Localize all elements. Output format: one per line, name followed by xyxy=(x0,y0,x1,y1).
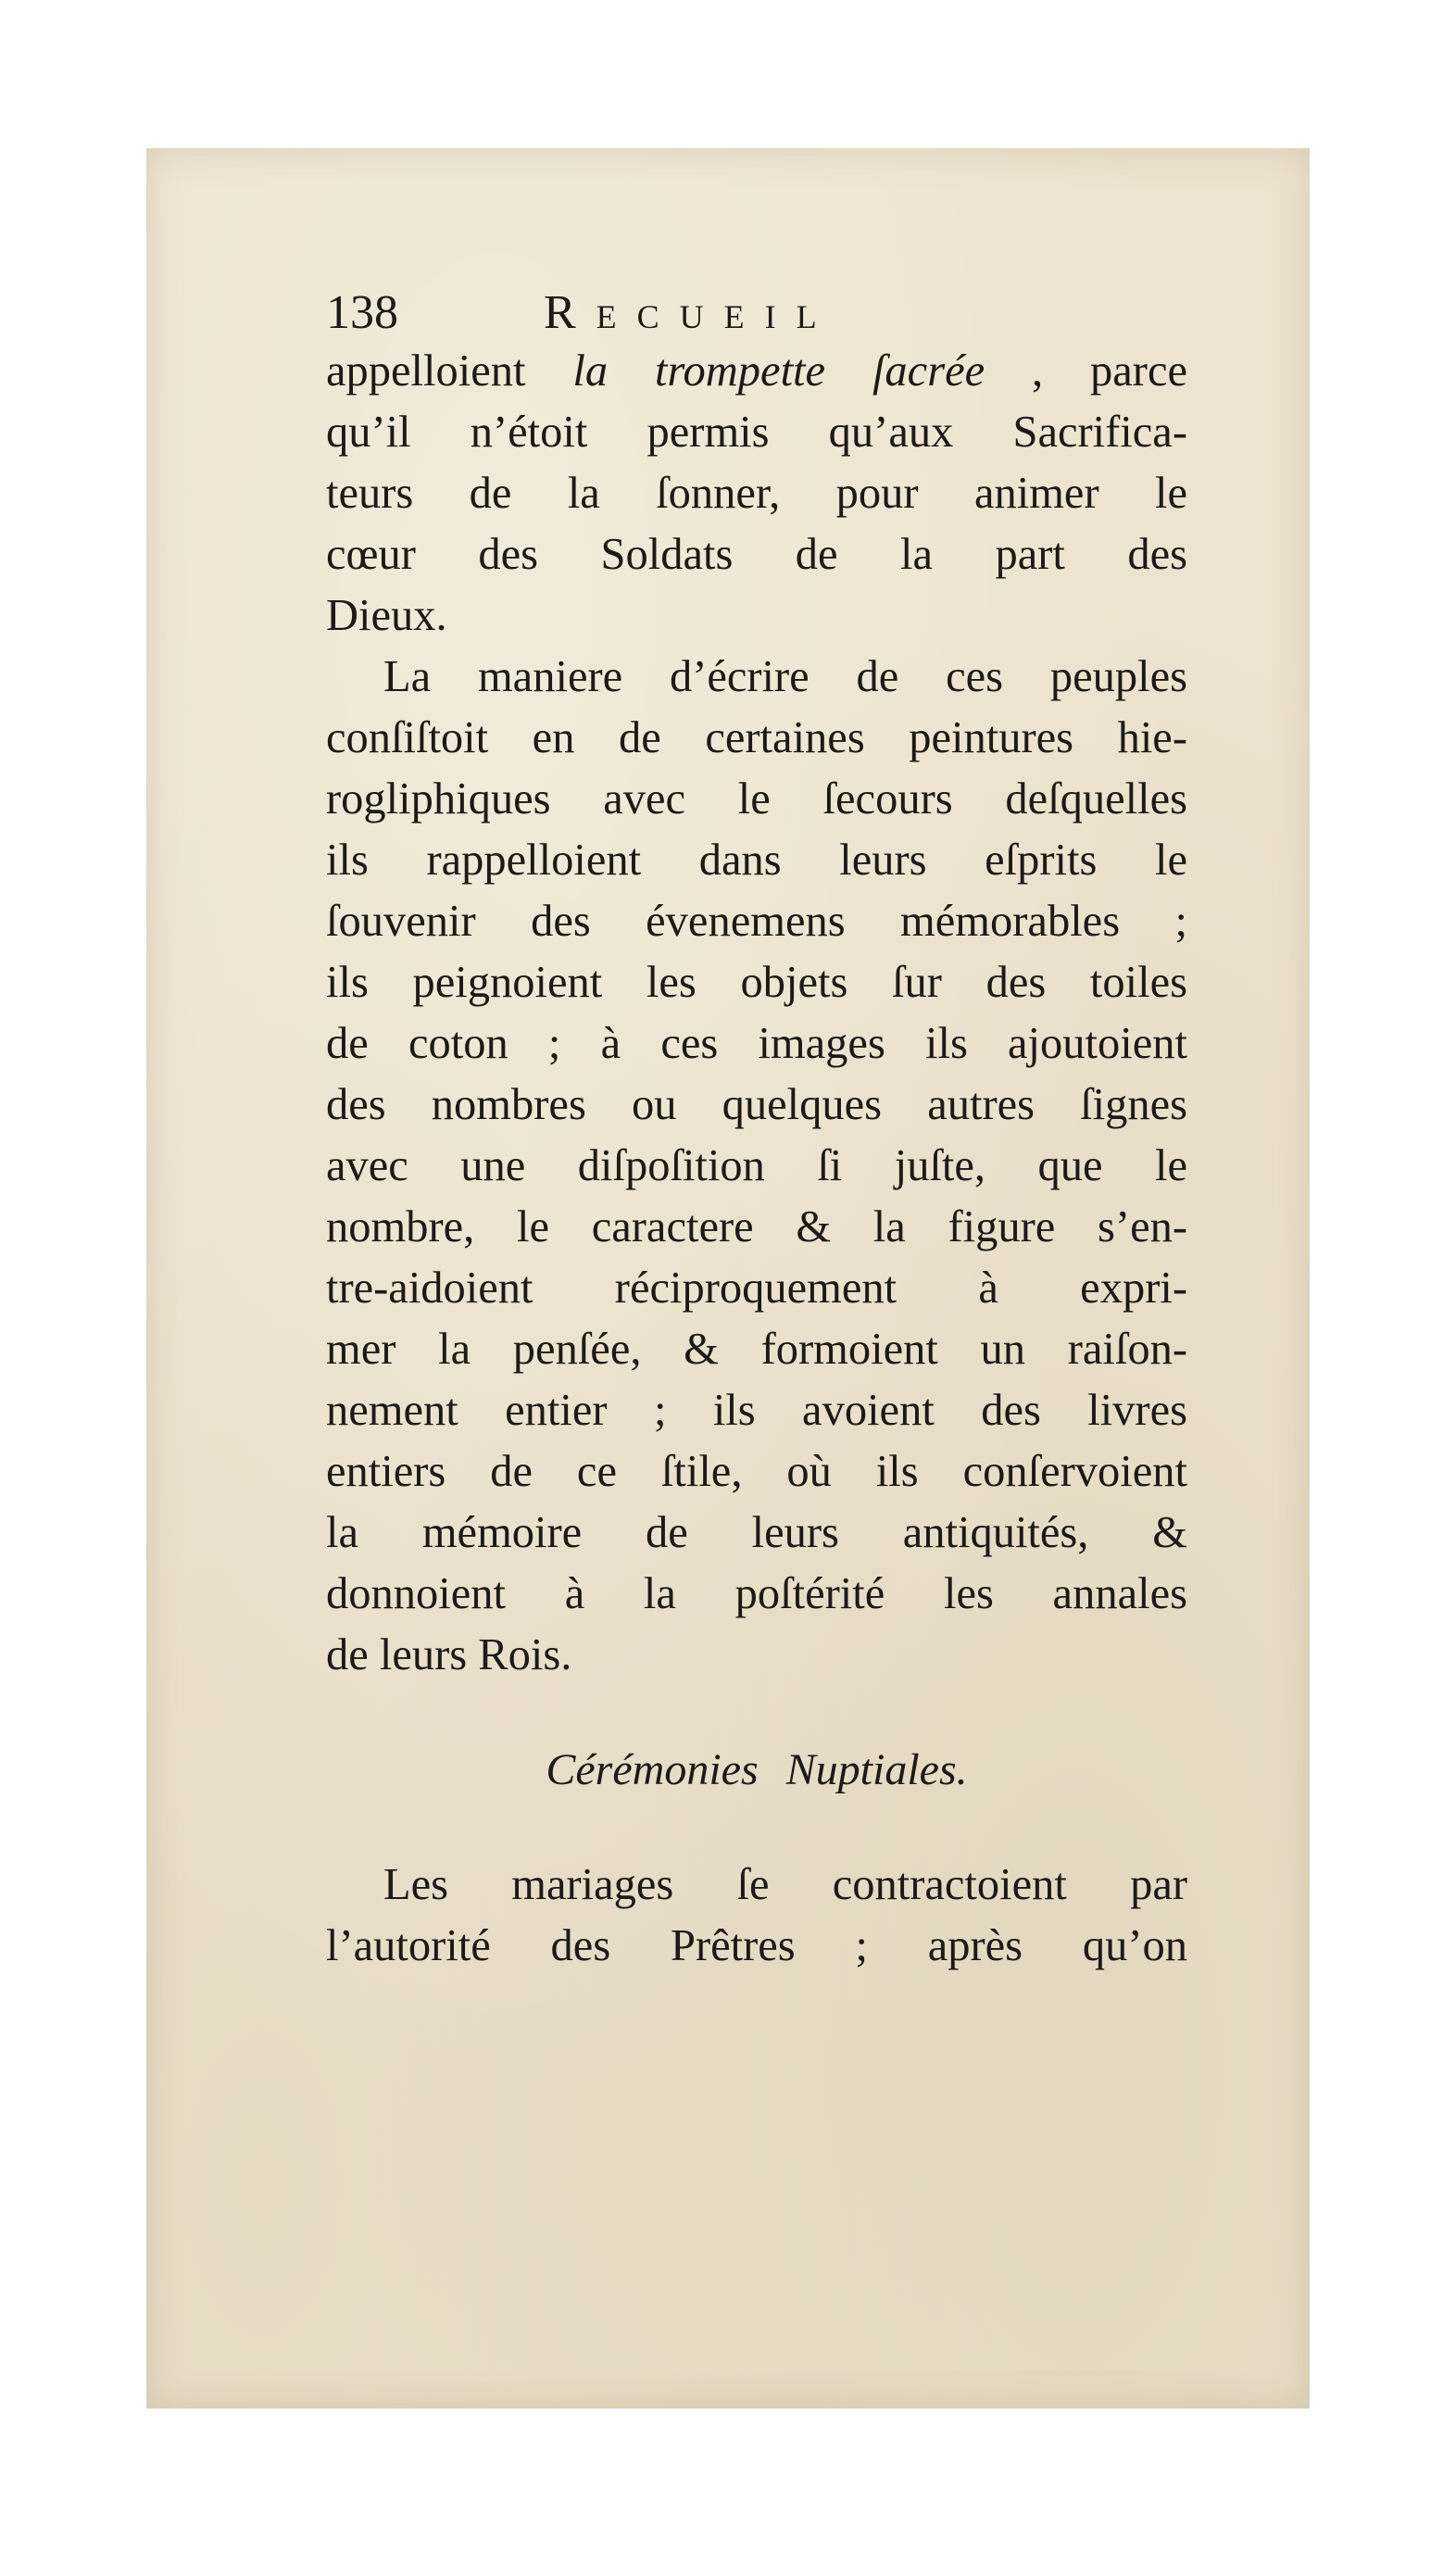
text-line: donnoient à la poſtérité les annales xyxy=(326,1569,1187,1618)
running-head xyxy=(326,285,1187,341)
text-line: tre-aidoient réciproquement à expri- xyxy=(326,1264,1187,1313)
text-block xyxy=(326,285,1187,1977)
text-line: avec une diſpoſition ſi juſte, que le xyxy=(326,1141,1187,1190)
text-line: conſiſtoit en de certaines peintures hie- xyxy=(326,713,1187,762)
text-line: nombre, le caractere & la figure s’en- xyxy=(326,1202,1187,1251)
running-title: Recueil xyxy=(544,286,837,339)
page-number: 138 xyxy=(326,286,398,339)
text-line: ils rappelloient dans leurs eſprits le xyxy=(326,836,1187,885)
text-line: de coton ; à ces images ils ajoutoient xyxy=(326,1019,1187,1068)
italic-phrase: la trompette ſacrée xyxy=(572,346,985,396)
text-line: la mémoire de leurs antiquités, & xyxy=(326,1508,1187,1557)
text-line: Les mariages ſe contractoient par xyxy=(383,1860,1187,1909)
line-segment: , parce xyxy=(985,346,1187,396)
text-line: ils peignoient les objets ſur des toiles xyxy=(326,958,1187,1007)
text-line: nement entier ; ils avoient des livres xyxy=(326,1386,1187,1435)
text-line: qu’il n’étoit permis qu’aux Sacrifica- xyxy=(326,408,1187,457)
text-line: de leurs Rois. xyxy=(326,1630,572,1679)
line-segment: appelloient xyxy=(326,346,573,396)
text-line: l’autorité des Prêtres ; après qu’on xyxy=(326,1921,1187,1970)
text-line: entiers de ce ſtile, où ils conſervoient xyxy=(326,1447,1187,1496)
text-line: ſouvenir des évenemens mémorables ; xyxy=(326,897,1187,946)
section-heading: Cérémonies Nuptiales. xyxy=(546,1745,968,1794)
text-line: des nombres ou quelques autres ſignes xyxy=(326,1080,1187,1129)
text-line xyxy=(326,341,1187,402)
text-line: Dieux. xyxy=(326,591,447,640)
text-line: cœur des Soldats de la part des xyxy=(326,530,1187,579)
text-line: teurs de la ſonner, pour animer le xyxy=(326,469,1187,518)
text-line: mer la penſée, & formoient un raiſon- xyxy=(326,1325,1187,1374)
text-line: rogliphiques avec le ſecours deſquelles xyxy=(326,774,1187,824)
text-line: La maniere d’écrire de ces peuples xyxy=(383,652,1187,701)
